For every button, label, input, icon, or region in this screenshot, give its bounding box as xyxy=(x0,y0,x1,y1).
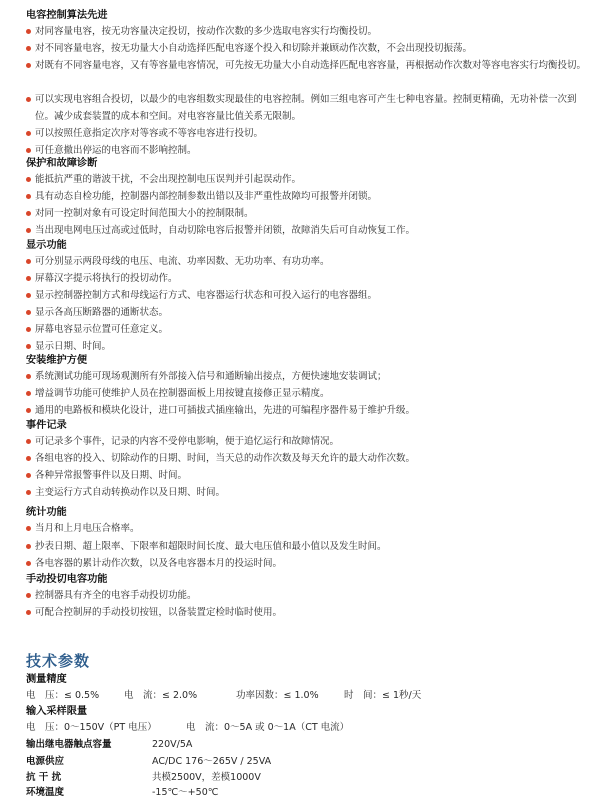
bullet-icon xyxy=(26,610,31,615)
param-label: 输出继电器触点容量 xyxy=(26,739,112,750)
bullet-icon xyxy=(26,439,31,444)
input-voltage: 电 压：0～150V（PT 电压） xyxy=(26,722,157,733)
list-item: 具有动态自检功能，控制器内部控制参数出错以及非严重性故障均可报警并闭锁。 xyxy=(26,188,592,205)
bullet-icon xyxy=(26,211,31,216)
param-label: 电源供应 xyxy=(26,756,65,767)
bullet-icon xyxy=(26,310,31,315)
precision-time: 时 间：≤ 1秒/天 xyxy=(344,690,422,701)
list-item: 各种异常报警事件以及日期、时间。 xyxy=(26,467,592,484)
param-label: 环境温度 xyxy=(26,787,65,798)
section-title-algorithm: 电容控制算法先进 xyxy=(26,10,108,21)
list-item: 抄表日期、超上限率、下限率和超限时间长度、最大电压值和最小值以及发生时间。 xyxy=(26,538,592,555)
param-value: AC/DC 176～265V / 25VA xyxy=(152,756,272,767)
bullet-icon xyxy=(26,259,31,264)
bullet-icon xyxy=(26,374,31,379)
list-item: 可配合控制屏的手动投切按钮，以备装置定检时临时使用。 xyxy=(26,604,592,621)
bullet-icon xyxy=(26,391,31,396)
input-limit-title: 输入采样限量 xyxy=(26,706,88,717)
bullet-icon xyxy=(26,228,31,233)
list-item: 系统测试功能可现场观测所有外部接入信号和通断输出接点，方便快速地安装调试； xyxy=(26,368,592,385)
list-item: 控制器具有齐全的电容手动投切功能。 xyxy=(26,587,592,604)
precision-title: 测量精度 xyxy=(26,674,67,685)
list-item: 对既有不同容量电容，又有等容量电容情况，可先按无功量大小自动选择匹配电容容量，再根据动作次数对等容电容实行均衡投切。 xyxy=(26,57,592,74)
list-item: 主变运行方式自动转换动作以及日期、时间。 xyxy=(26,484,592,501)
bullet-icon xyxy=(26,544,31,549)
precision-current: 电 流：≤ 2.0% xyxy=(124,690,198,701)
list-item: 当月和上月电压合格率。 xyxy=(26,520,592,537)
list-item: 显示日期、时间。 xyxy=(26,338,592,355)
section-title-display: 显示功能 xyxy=(26,240,67,251)
list-item: 可分别显示两段母线的电压、电流、功率因数、无功功率、有功功率。 xyxy=(26,253,592,270)
bullet-icon xyxy=(26,408,31,413)
list-item: 显示控制器控制方式和母线运行方式、电容器运行状态和可投入运行的电容器组。 xyxy=(26,287,592,304)
tech-params-title: 技术参数 xyxy=(26,652,91,670)
list-item: 可以按照任意指定次序对等容或不等容电容进行投切。 xyxy=(26,125,592,142)
bullet-icon xyxy=(26,46,31,51)
input-current: 电 流：0～5A 或 0～1A（CT 电流） xyxy=(186,722,350,733)
list-item: 通用的电路板和模块化设计，进口可插拔式插座输出，先进的可编程序器件易于维护升级。 xyxy=(26,402,592,419)
section-title-statistics: 统计功能 xyxy=(26,507,67,518)
bullet-icon xyxy=(26,561,31,566)
section-title-events: 事件记录 xyxy=(26,420,67,431)
list-item: 可以实现电容组合投切，以最少的电容组数实现最佳的电容控制。例如三组电容可产生七种电容量。控制更精确，无功补偿一次到位。减少成套装置的成本和空间。对电容容量比值关系无限制。 xyxy=(26,91,592,125)
param-value: -15℃～+50℃ xyxy=(152,787,219,798)
param-label: 抗 干 扰 xyxy=(26,772,62,783)
param-value: 共模2500V，差模1000V xyxy=(152,772,261,783)
section-title-manual: 手动投切电容功能 xyxy=(26,574,108,585)
section-title-protection: 保护和故障诊断 xyxy=(26,158,98,169)
list-item: 显示各高压断路器的通断状态。 xyxy=(26,304,592,321)
list-item: 对同一控制对象有可设定时间范围大小的控制限制。 xyxy=(26,205,592,222)
list-item: 可记录多个事件，记录的内容不受停电影响，便于追忆运行和故障情况。 xyxy=(26,433,592,450)
list-item: 能抵抗严重的谐波干扰，不会出现控制电压误判并引起误动作。 xyxy=(26,171,592,188)
bullet-icon xyxy=(26,473,31,478)
bullet-icon xyxy=(26,63,31,68)
bullet-icon xyxy=(26,344,31,349)
bullet-icon xyxy=(26,456,31,461)
list-item: 增益调节功能可使维护人员在控制器面板上用按键直接修正显示精度。 xyxy=(26,385,592,402)
list-item: 可任意撤出停运的电容而不影响控制。 xyxy=(26,142,592,159)
list-item: 对不同容量电容，按无功量大小自动选择匹配电容逐个投入和切除并兼顾动作次数，不会出现投切振荡。 xyxy=(26,40,592,57)
precision-power-factor: 功率因数：≤ 1.0% xyxy=(236,690,319,701)
list-item: 屏幕电容显示位置可任意定义。 xyxy=(26,321,592,338)
param-value: 220V/5A xyxy=(152,739,193,750)
bullet-icon xyxy=(26,148,31,153)
precision-voltage: 电 压：≤ 0.5% xyxy=(26,690,100,701)
bullet-icon xyxy=(26,97,31,102)
bullet-icon xyxy=(26,593,31,598)
bullet-icon xyxy=(26,131,31,136)
section-title-maintenance: 安装维护方便 xyxy=(26,355,88,366)
bullet-icon xyxy=(26,29,31,34)
bullet-icon xyxy=(26,490,31,495)
list-item: 各组电容的投入、切除动作的日期、时间，当天总的动作次数及每天允许的最大动作次数。 xyxy=(26,450,592,467)
list-item: 当出现电网电压过高或过低时，自动切除电容后报警并闭锁，故障消失后可自动恢复工作。 xyxy=(26,222,592,239)
bullet-icon xyxy=(26,327,31,332)
bullet-icon xyxy=(26,276,31,281)
bullet-icon xyxy=(26,526,31,531)
list-item: 屏幕汉字提示将执行的投切动作。 xyxy=(26,270,592,287)
bullet-icon xyxy=(26,194,31,199)
bullet-icon xyxy=(26,177,31,182)
list-item: 各电容器的累计动作次数，以及各电容器本月的投运时间。 xyxy=(26,555,592,572)
list-item: 对同容量电容，按无功容量决定投切，按动作次数的多少选取电容实行均衡投切。 xyxy=(26,23,592,40)
bullet-icon xyxy=(26,293,31,298)
